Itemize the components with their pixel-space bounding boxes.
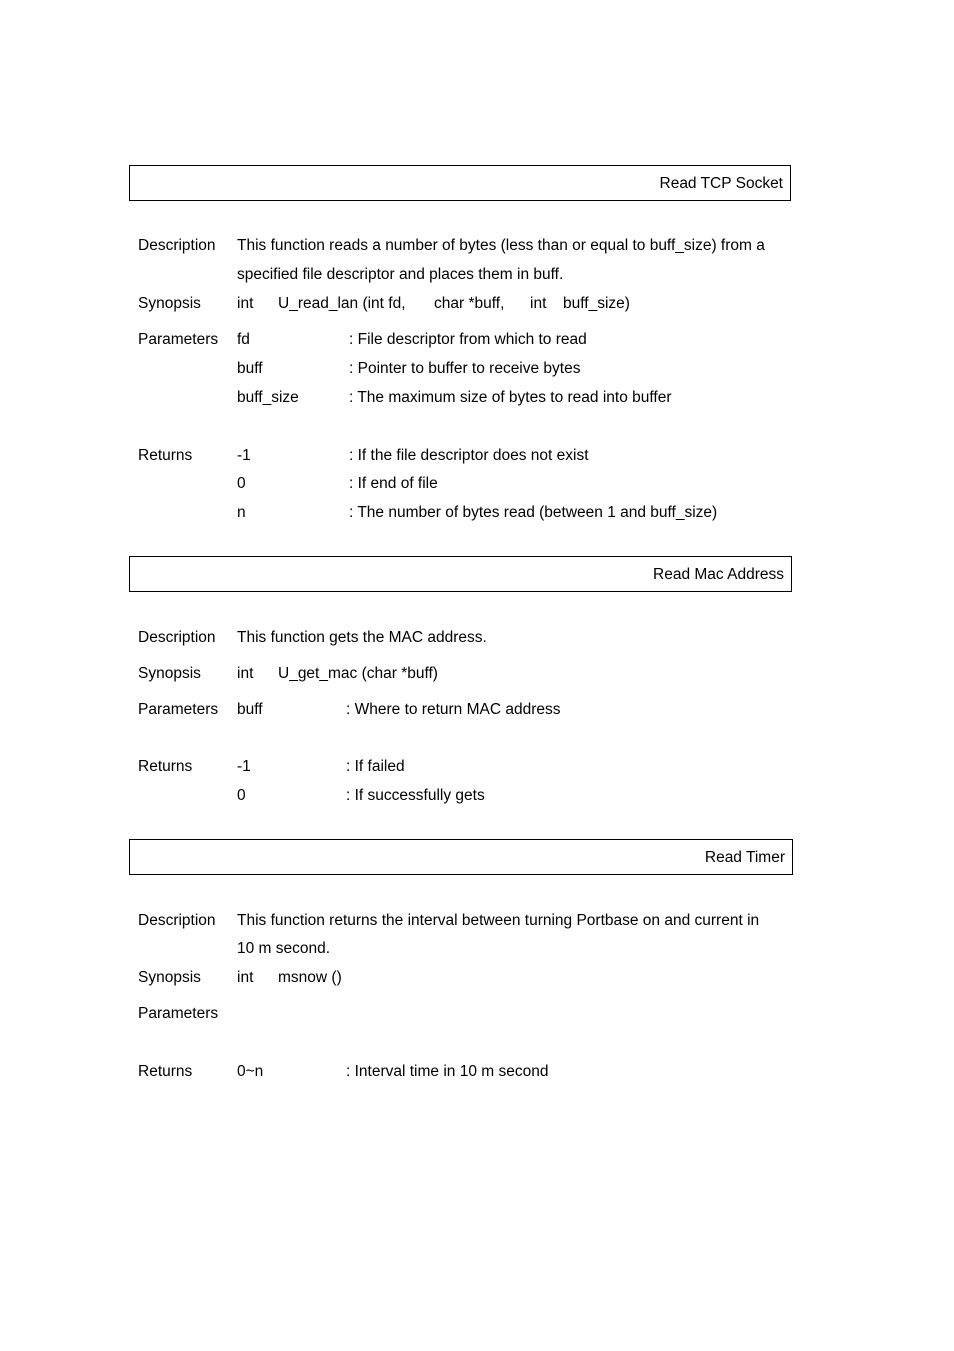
- description-line: 10 m second.: [237, 940, 331, 957]
- returns-label: Returns: [138, 1063, 193, 1080]
- synopsis-signature: msnow (): [278, 969, 342, 986]
- synopsis-return-type: int: [237, 295, 254, 312]
- return-value: 0~n: [237, 1063, 264, 1080]
- section-header-box: [129, 839, 793, 875]
- return-value: -1: [237, 447, 251, 464]
- description-label: Description: [138, 237, 216, 254]
- synopsis-signature: int: [530, 295, 547, 312]
- return-value: 0: [237, 475, 246, 492]
- parameter-name: buff: [237, 360, 263, 377]
- return-value: 0: [237, 787, 246, 804]
- parameter-desc: : File descriptor from which to read: [349, 331, 587, 348]
- description-label: Description: [138, 912, 216, 929]
- synopsis-return-type: int: [237, 665, 254, 682]
- return-desc: : The number of bytes read (between 1 and buff_size): [349, 504, 718, 521]
- section-title: Read Mac Address: [653, 566, 784, 583]
- section-header-box: [129, 165, 791, 201]
- parameter-desc: : Pointer to buffer to receive bytes: [349, 360, 581, 377]
- parameters-label: Parameters: [138, 1005, 219, 1022]
- synopsis-label: Synopsis: [138, 969, 201, 986]
- returns-label: Returns: [138, 447, 193, 464]
- section-title: Read TCP Socket: [659, 175, 783, 192]
- return-value: n: [237, 504, 246, 521]
- return-desc: : If successfully gets: [346, 787, 485, 804]
- parameter-name: buff: [237, 701, 263, 718]
- parameter-desc: : The maximum size of bytes to read into buffer: [349, 389, 672, 406]
- section-title: Read Timer: [704, 849, 785, 866]
- return-desc: : If end of file: [349, 475, 438, 492]
- description-line: This function returns the interval between turning Portbase on and current in: [237, 912, 760, 929]
- synopsis-signature: buff_size): [563, 295, 630, 312]
- returns-label: Returns: [138, 758, 193, 775]
- description-label: Description: [138, 629, 216, 646]
- return-desc: : If failed: [346, 758, 405, 775]
- synopsis-label: Synopsis: [138, 295, 201, 312]
- parameter-name: buff_size: [237, 389, 299, 406]
- parameters-label: Parameters: [138, 701, 219, 718]
- return-desc: : If the file descriptor does not exist: [349, 447, 589, 464]
- parameter-name: fd: [237, 331, 250, 348]
- synopsis-return-type: int: [237, 969, 254, 986]
- description-line: specified file descriptor and places them in buff.: [237, 266, 564, 283]
- synopsis-signature: char *buff,: [434, 295, 505, 312]
- return-desc: : Interval time in 10 m second: [346, 1063, 549, 1080]
- parameters-label: Parameters: [138, 331, 219, 348]
- description-line: This function reads a number of bytes (less than or equal to buff_size) from a: [237, 237, 765, 254]
- section-header-box: [129, 556, 792, 592]
- synopsis-signature: U_get_mac (char *buff): [278, 665, 438, 682]
- return-value: -1: [237, 758, 251, 775]
- synopsis-signature: U_read_lan (int fd,: [278, 295, 406, 312]
- description-line: This function gets the MAC address.: [237, 629, 487, 646]
- synopsis-label: Synopsis: [138, 665, 201, 682]
- parameter-desc: : Where to return MAC address: [346, 701, 561, 718]
